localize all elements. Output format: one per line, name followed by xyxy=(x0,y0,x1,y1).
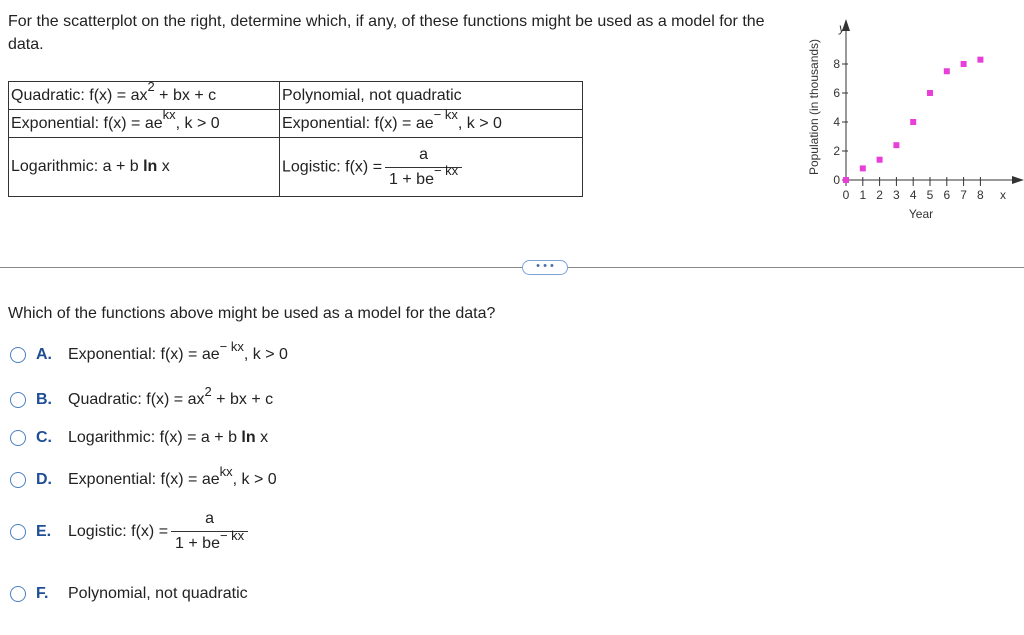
option-a-exponent: − kx xyxy=(219,338,244,354)
option-d-text: Exponential: f(x) = ae xyxy=(68,471,220,488)
y-axis-letter: y xyxy=(839,21,845,35)
logarithmic-ln: ln xyxy=(143,158,158,175)
data-point-8 xyxy=(977,57,983,63)
exponential-text: Exponential: f(x) = ae xyxy=(11,114,163,132)
show-more-button[interactable]: • • • xyxy=(522,260,568,275)
logistic-text: Logistic: f(x) = xyxy=(282,158,383,176)
quadratic-tail: + bx + c xyxy=(154,86,217,104)
x-tick-label-5: 5 xyxy=(926,188,934,202)
x-tick-label-7: 7 xyxy=(960,188,967,202)
option-c-label xyxy=(68,429,268,447)
cell-polynomial xyxy=(280,82,583,110)
option-f-letter: F. xyxy=(36,585,49,602)
data-point-3 xyxy=(893,142,899,148)
data-point-4 xyxy=(910,119,916,125)
x-tick-label-0: 0 xyxy=(842,188,850,202)
option-a-label xyxy=(68,338,288,364)
functions-table xyxy=(8,81,583,197)
logistic-denominator-exponent: − kx xyxy=(433,163,459,179)
y-tick-label-6: 6 xyxy=(833,86,840,100)
data-point-7 xyxy=(961,61,967,67)
option-d-exponent: kx xyxy=(219,463,233,479)
cell-logistic xyxy=(280,138,583,197)
exponential-negative-exponent: − kx xyxy=(433,107,458,123)
x-tick-label-8: 8 xyxy=(977,188,984,202)
option-e-denominator-exponent: − kx xyxy=(219,527,245,543)
option-e-denominator-text: 1 + be xyxy=(175,535,220,552)
y-tick-label-2: 2 xyxy=(833,144,840,158)
option-c-letter: C. xyxy=(36,429,52,446)
option-e-fraction xyxy=(171,510,248,553)
radio-c[interactable] xyxy=(10,430,26,446)
option-b-tail: + bx + c xyxy=(211,391,274,408)
option-e[interactable] xyxy=(10,510,248,553)
option-c-text: Logarithmic: f(x) = a + b xyxy=(68,429,242,446)
x-axis-arrow xyxy=(1012,176,1024,184)
radio-e[interactable] xyxy=(10,524,26,540)
option-b-exponent: 2 xyxy=(204,383,212,399)
cell-exponential-negative xyxy=(280,107,583,138)
logistic-denominator-text: 1 + be xyxy=(389,170,434,188)
quadratic-exponent: 2 xyxy=(147,79,155,95)
option-b[interactable] xyxy=(10,383,274,409)
quadratic-text: Quadratic: f(x) = ax xyxy=(11,86,148,104)
option-c[interactable] xyxy=(10,429,268,447)
radio-d[interactable] xyxy=(10,472,26,488)
option-e-text: Logistic: f(x) = xyxy=(68,522,169,540)
exponential-negative-tail: , k > 0 xyxy=(457,114,502,132)
section-divider xyxy=(0,267,1024,268)
option-a-letter: A. xyxy=(36,346,52,363)
logarithmic-tail: x xyxy=(157,158,170,175)
option-d-label xyxy=(68,463,277,489)
cell-exponential xyxy=(9,107,280,138)
x-tick-label-4: 4 xyxy=(909,188,917,202)
option-d-letter: D. xyxy=(36,471,52,488)
y-tick-label-0: 0 xyxy=(833,173,840,187)
radio-a[interactable] xyxy=(10,347,26,363)
scatterplot xyxy=(800,15,1024,225)
logistic-fraction xyxy=(385,146,462,189)
exponential-tail: , k > 0 xyxy=(175,114,220,132)
option-a-tail: , k > 0 xyxy=(243,346,288,363)
question-text: Which of the functions above might be used as a model for the data? xyxy=(8,305,496,322)
radio-f[interactable] xyxy=(10,586,26,602)
exponential-exponent: kx xyxy=(162,107,176,123)
x-tick-label-2: 2 xyxy=(876,188,883,202)
option-c-ln: ln xyxy=(241,429,256,446)
radio-b[interactable] xyxy=(10,392,26,408)
y-tick-label-8: 8 xyxy=(833,57,840,71)
data-point-2 xyxy=(877,157,883,163)
logistic-denominator xyxy=(385,163,462,189)
cell-logarithmic xyxy=(9,138,280,197)
option-a[interactable] xyxy=(10,338,288,364)
logistic-numerator: a xyxy=(419,145,429,163)
option-f-text: Polynomial, not quadratic xyxy=(68,585,248,602)
x-axis-letter: x xyxy=(1000,188,1006,202)
x-tick-label-1: 1 xyxy=(859,188,867,202)
option-b-text: Quadratic: f(x) = ax xyxy=(68,391,205,408)
exponential-negative-text: Exponential: f(x) = ae xyxy=(282,114,434,132)
y-tick-label-4: 4 xyxy=(833,115,840,129)
prompt-text: For the scatterplot on the right, determine which, if any, of these functions might be used as a model for the data. xyxy=(8,13,765,53)
option-d-tail: , k > 0 xyxy=(232,471,277,488)
option-e-denominator xyxy=(171,527,248,553)
option-c-tail: x xyxy=(255,429,269,446)
option-b-letter: B. xyxy=(36,391,52,408)
x-tick-label-3: 3 xyxy=(893,188,900,202)
x-tick-label-6: 6 xyxy=(943,188,951,202)
data-point-0 xyxy=(843,177,849,183)
x-axis-title: Year xyxy=(908,207,934,221)
option-a-text: Exponential: f(x) = ae xyxy=(68,346,220,363)
option-e-label xyxy=(68,510,248,553)
data-point-6 xyxy=(944,68,950,74)
data-point-1 xyxy=(860,165,866,171)
option-e-numerator: a xyxy=(205,510,215,527)
option-b-label xyxy=(68,383,274,409)
cell-quadratic xyxy=(9,79,280,110)
option-f[interactable] xyxy=(10,585,248,603)
option-e-letter: E. xyxy=(36,522,52,540)
y-axis-title: Population (in thousands) xyxy=(807,38,821,176)
option-d[interactable] xyxy=(10,463,277,489)
polynomial-text: Polynomial, not quadratic xyxy=(282,86,462,104)
logarithmic-text: Logarithmic: a + b xyxy=(11,158,144,175)
data-point-5 xyxy=(927,90,933,96)
